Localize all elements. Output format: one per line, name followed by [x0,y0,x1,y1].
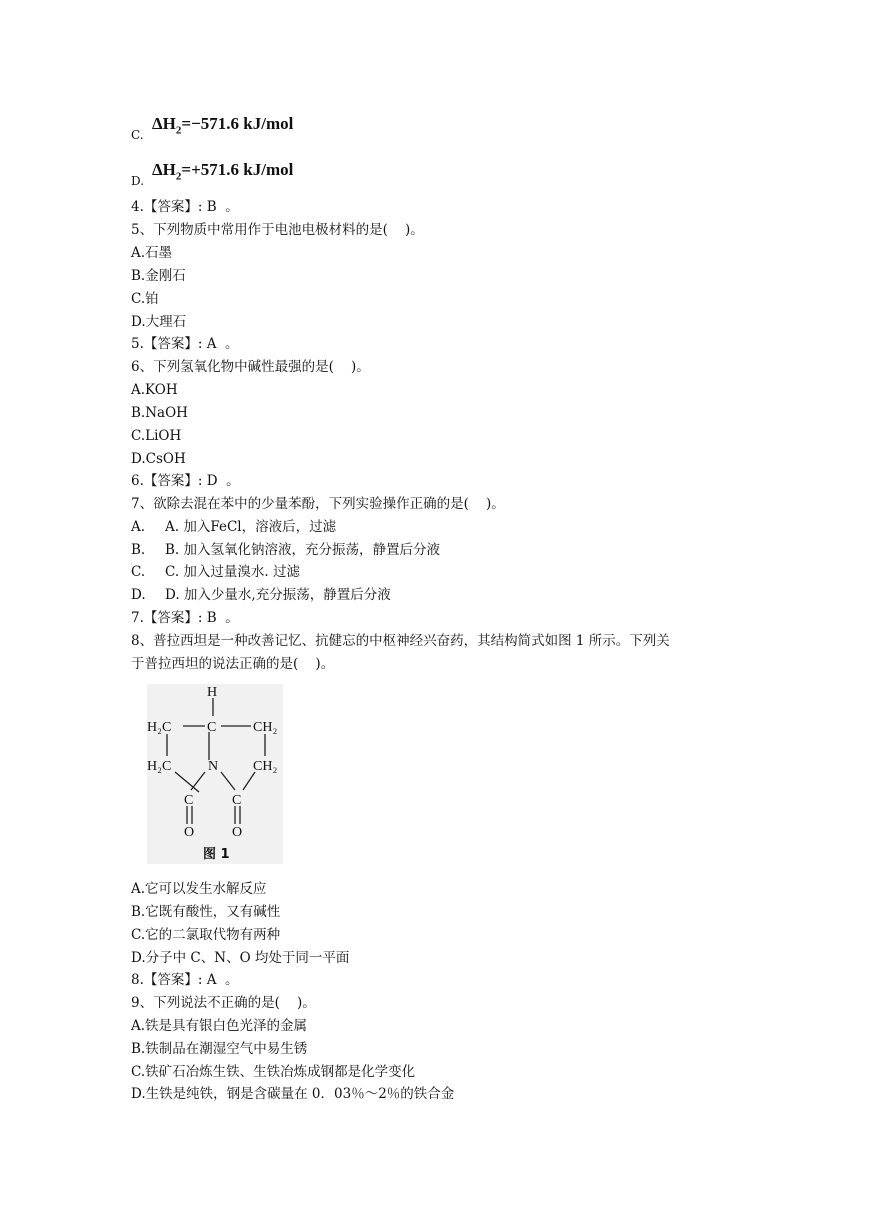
enthalpy-value: =+571.6 kJ/mol [181,160,294,179]
option-c-formula [152,114,293,136]
question-7-option-d [131,586,391,604]
option-key: C. [131,564,146,580]
option-text: D. 加入少量水,充分振荡，静置后分液 [165,587,391,603]
option-text: C. 加入过量溴水. 过滤 [165,564,301,580]
atom-h: H [207,685,218,700]
question-5-option-c: C.铂 [131,291,159,307]
answer-6: 6.【答案】: D 。 [131,473,240,489]
question-5: 5、下列物质中常用作于电池电极材料的是( )。 [131,222,424,238]
option-text: B. 加入氢氧化钠溶液，充分振荡，静置后分液 [165,542,441,558]
question-8-option-c: C.它的二氯取代物有两种 [131,927,281,943]
question-7-option-a [131,518,336,536]
option-text: A. 加入FeCl，溶液后，过滤 [165,519,337,535]
atom-o-right: O [232,825,243,840]
atom-c-left: C [184,793,194,808]
question-9-option-a: A.铁是具有银白色光泽的金属 [131,1018,308,1034]
atom-ch2-bottom-right: CH₂ [253,759,278,774]
question-7-option-b [131,541,440,559]
piracetam-structure-diagram [147,684,283,864]
atom-c-right: C [232,793,242,808]
question-8-line-1: 8、普拉西坦是一种改善记忆、抗健忘的中枢神经兴奋药，其结构简式如图 1 所示。下列关 [131,633,670,649]
atom-ch2-top-right: CH₂ [253,720,278,735]
question-8-option-b: B.它既有酸性，又有碱性 [131,904,281,920]
question-6-option-d: D.CsOH [131,451,186,467]
option-c-label: C. [131,128,144,142]
question-6-option-a: A.KOH [131,382,178,398]
option-key: B. [131,542,146,558]
enthalpy-value: =−571.6 kJ/mol [181,114,294,133]
question-7: 7、欲除去混在苯中的少量苯酚，下列实验操作正确的是( )。 [131,496,505,512]
question-6: 6、下列氢氧化物中碱性最强的是( )。 [131,359,370,375]
option-key: A. [131,519,146,535]
question-6-option-c: C.LiOH [131,428,182,444]
question-8-option-d: D.分子中 C、N、O 均处于同一平面 [131,950,350,966]
answer-8: 8.【答案】: A 。 [131,972,239,988]
structure-figure [147,684,283,864]
question-9-option-d: D.生铁是纯铁，钢是含碳量在 0．03％～2％的铁合金 [131,1086,455,1102]
subscript: 2 [175,124,182,137]
option-d-formula [152,160,293,182]
answer-7: 7.【答案】: B 。 [131,610,239,626]
question-7-option-c [131,563,300,581]
atom-ch2-bottom-left: H₂C [147,759,172,774]
atom-o-left: O [184,825,195,840]
delta-h-symbol: ΔH [152,160,176,179]
figure-caption: 图 1 [203,847,230,862]
question-9: 9、下列说法不正确的是( )。 [131,995,316,1011]
atom-c-center: C [207,720,217,735]
option-d-label: D. [131,174,145,188]
question-9-option-b: B.铁制品在潮湿空气中易生锈 [131,1041,308,1057]
question-8-option-a: A.它可以发生水解反应 [131,881,267,897]
question-5-option-b: B.金刚石 [131,268,186,284]
subscript: 2 [175,170,182,183]
delta-h-symbol: ΔH [152,114,176,133]
answer-5: 5.【答案】: A 。 [131,336,239,352]
answer-4: 4.【答案】: B 。 [131,199,239,215]
atom-ch2-top-left: H₂C [147,720,172,735]
question-9-option-c: C.铁矿石冶炼生铁、生铁冶炼成钢都是化学变化 [131,1064,416,1080]
question-6-option-b: B.NaOH [131,405,188,421]
question-8-line-2: 于普拉西坦的说法正确的是( )。 [131,656,335,672]
atom-n: N [208,759,219,774]
question-5-option-d: D.大理石 [131,314,187,330]
question-5-option-a: A.石墨 [131,245,173,261]
option-key: D. [131,587,146,603]
